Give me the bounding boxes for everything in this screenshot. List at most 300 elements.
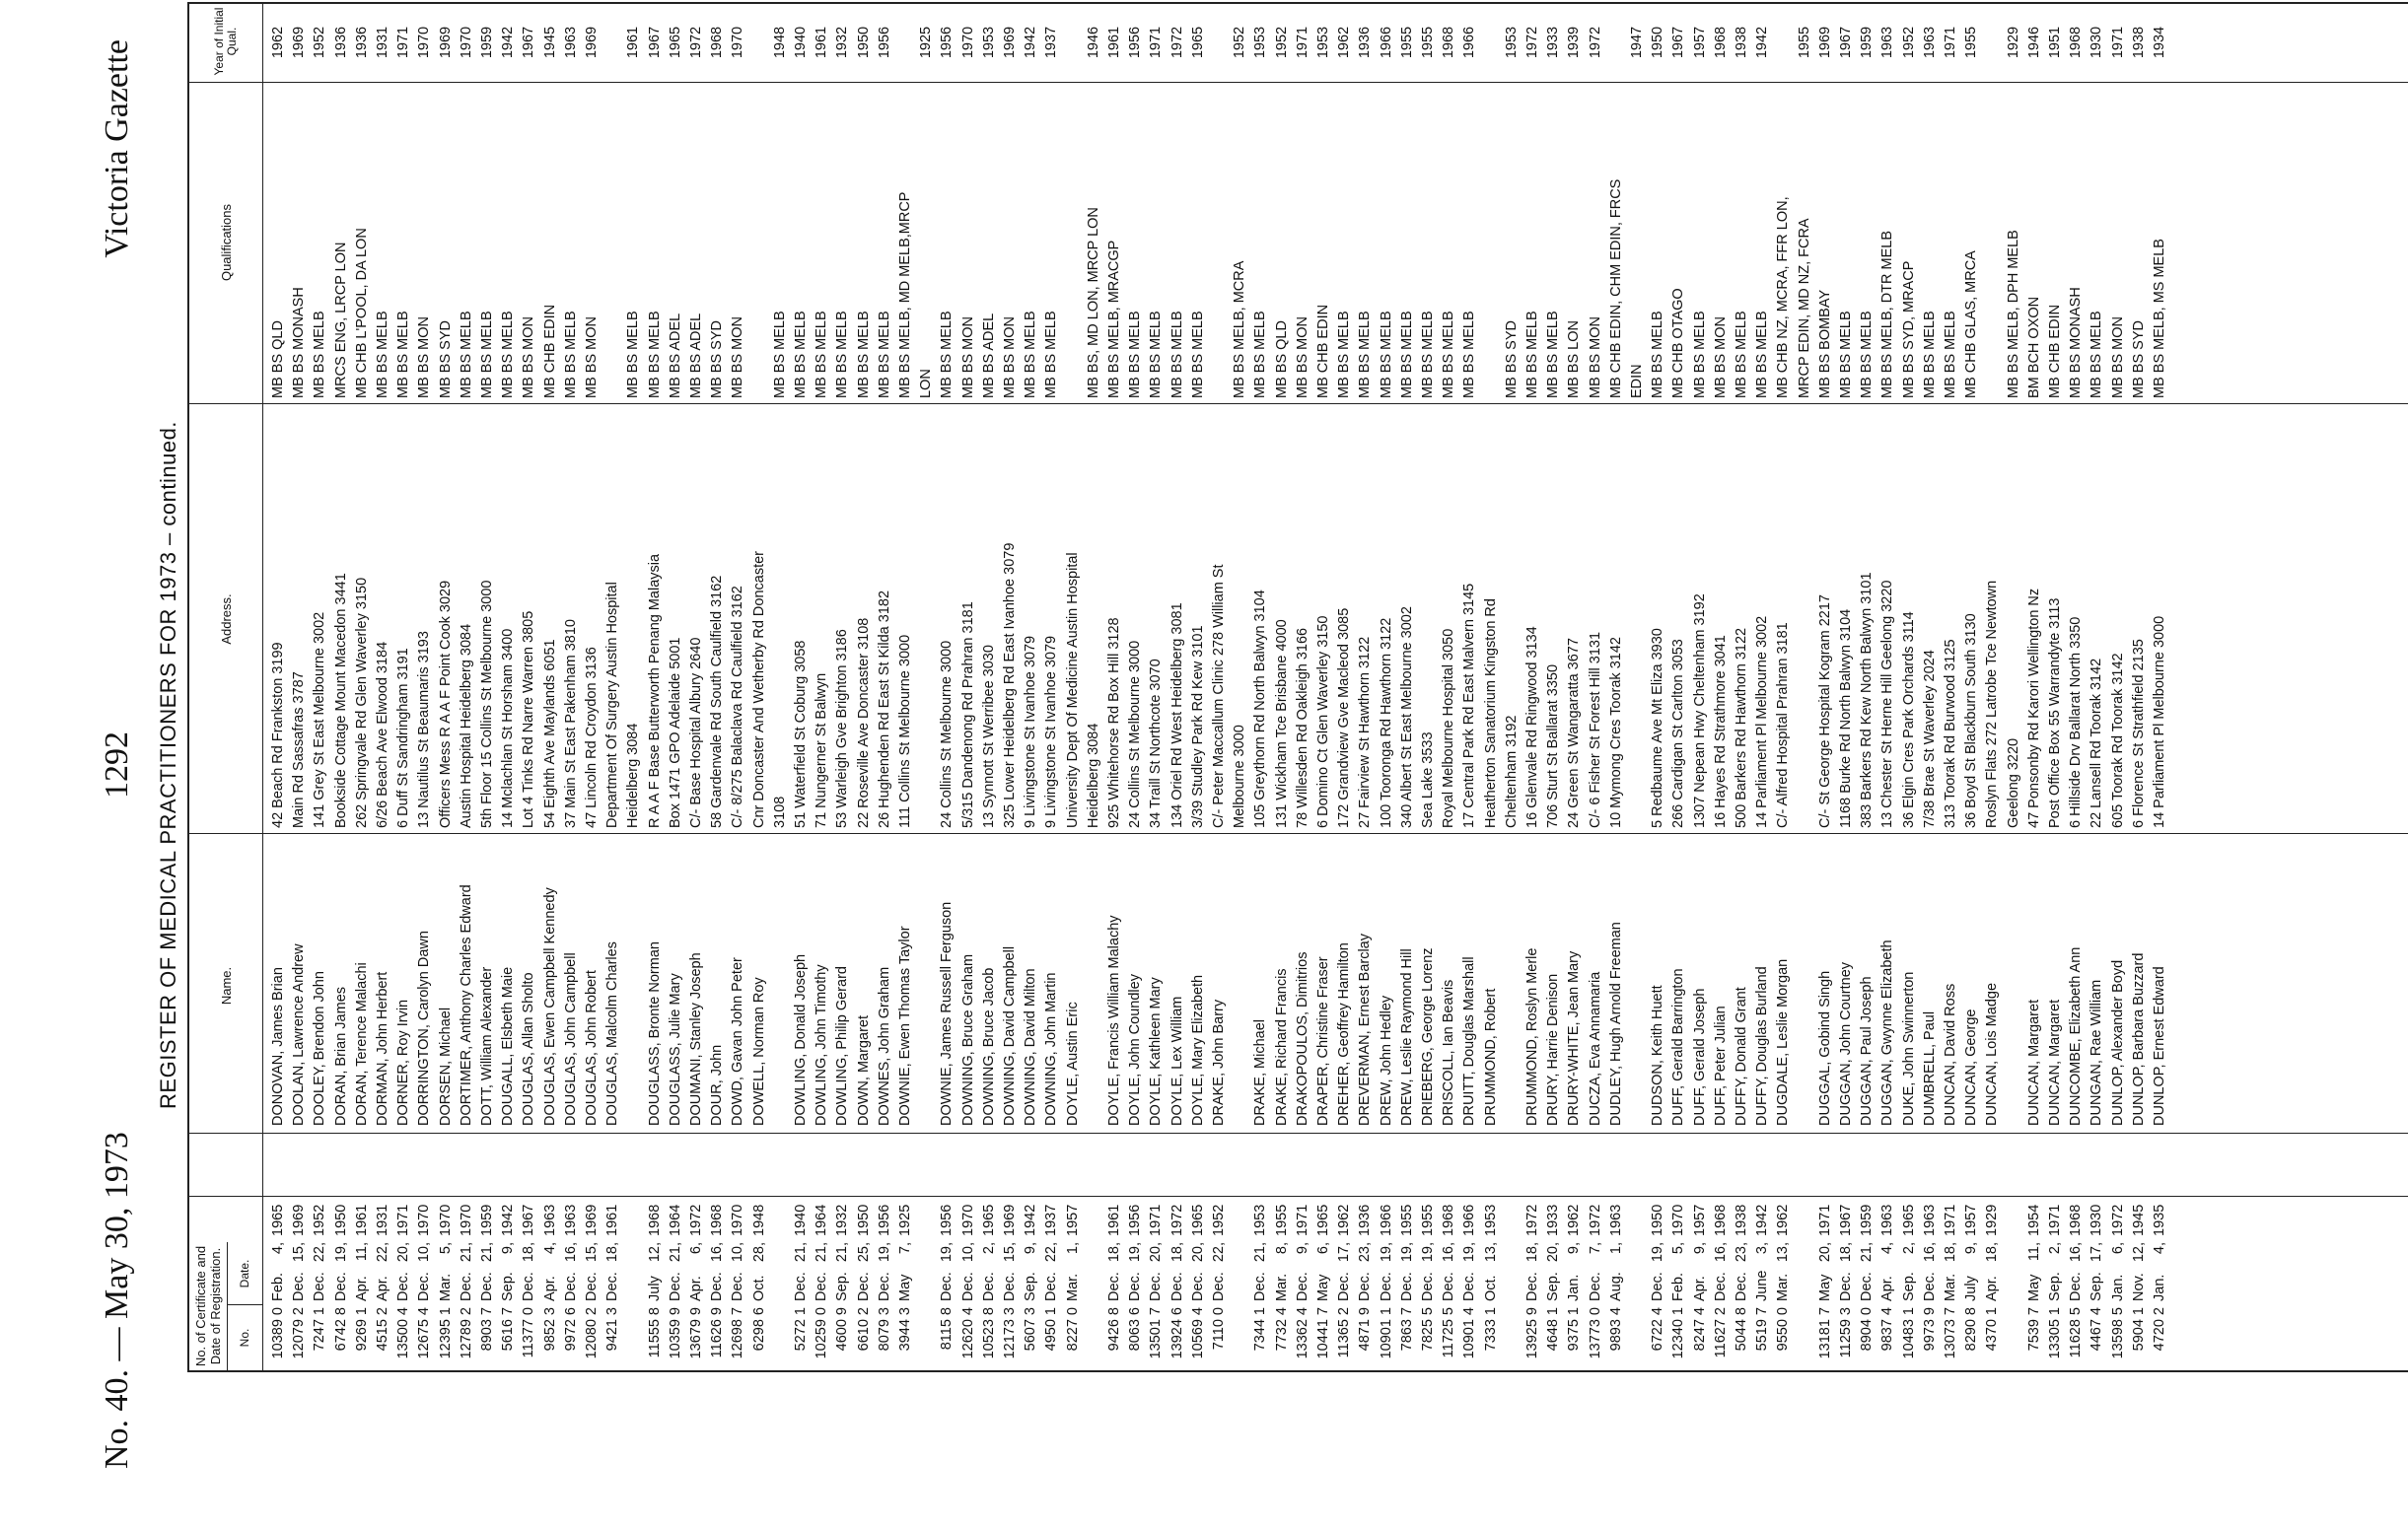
qualifications: MB BS QLD xyxy=(1273,320,1290,398)
qualifications: MRCS ENG, LRCP LON xyxy=(332,242,349,398)
reg-year: 1931 xyxy=(375,1204,390,1236)
cert-number: 5044 8 xyxy=(1734,1307,1749,1352)
reg-day: 2, xyxy=(1900,1242,1917,1255)
cert-number: 9550 0 xyxy=(1775,1307,1792,1352)
cert-number: 4950 1 xyxy=(1043,1307,1060,1352)
practitioner-address: C/- St George Hospital Kogram 2217 xyxy=(1816,594,1833,828)
qualifications: MB BS MONASH xyxy=(291,287,308,398)
qualifications: MB BS MELB xyxy=(1023,311,1039,398)
qualifications: MB BS MELB xyxy=(771,311,788,398)
table-row xyxy=(1941,4,1960,1370)
table-row xyxy=(1899,4,1919,1370)
initial-qual-year: 1972 xyxy=(1524,26,1540,59)
table-row xyxy=(979,4,999,1370)
table-row xyxy=(2108,4,2128,1370)
reg-day: 6, xyxy=(2109,1242,2126,1255)
reg-day: 20, xyxy=(1189,1242,1206,1263)
qualifications: MB BS MELB xyxy=(855,311,872,398)
qualifications: MB BS MON xyxy=(1587,316,1603,398)
cert-number: 12675 4 xyxy=(416,1307,433,1359)
table-row xyxy=(958,4,978,1370)
practitioner-name: DUFFY, Douglas Burland xyxy=(1754,966,1771,1126)
practitioner-name: DOUGLAS, Malcolm Charles xyxy=(604,941,621,1126)
cert-number: 6298 6 xyxy=(750,1307,767,1352)
qualifications: MB BS MELB xyxy=(562,311,579,398)
practitioner-address: 141 Grey St East Melbourne 3002 xyxy=(312,611,328,828)
reg-day: 7, xyxy=(897,1242,913,1255)
practitioner-address: 5th Floor 15 Collins St Melbourne 3000 xyxy=(479,580,495,828)
cert-number: 9421 3 xyxy=(604,1307,621,1352)
practitioner-address: 6 Domino Ct Glen Waverley 3150 xyxy=(1315,615,1331,828)
qualifications: MB BS MELB xyxy=(646,311,663,398)
reg-day: 10, xyxy=(416,1242,433,1263)
reg-month: Dec. xyxy=(980,1272,997,1301)
cert-number: 9973 9 xyxy=(1921,1307,1938,1352)
cert-number: 10359 9 xyxy=(667,1307,683,1359)
reg-day: 16, xyxy=(709,1242,726,1263)
practitioner-name: DUDSON, Keith Huett xyxy=(1650,985,1666,1126)
practitioner-address: 22 Lansell Rd Toorak 3142 xyxy=(2089,658,2105,828)
reg-month: Jan. xyxy=(2152,1274,2167,1301)
practitioner-address: 340 Albert St East Melbourne 3002 xyxy=(1398,606,1415,828)
table-row xyxy=(623,4,643,1370)
reg-day: 18, xyxy=(1524,1242,1540,1263)
reg-day: 6, xyxy=(1315,1242,1331,1255)
practitioner-address: 13 Chester St Herne Hill Geelong 3220 xyxy=(1879,580,1896,828)
practitioner-address: 266 Cardigan St Carlton 3053 xyxy=(1670,639,1687,828)
reg-day: 8, xyxy=(1273,1242,1290,1255)
reg-month: Mar. xyxy=(437,1273,454,1301)
practitioner-name: DOWELL, Norman Roy xyxy=(750,977,767,1126)
qualifications: MB BS MELB xyxy=(312,311,328,398)
cert-number: 12173 3 xyxy=(1002,1307,1018,1359)
reg-year: 1968 xyxy=(2068,1204,2085,1236)
table-row xyxy=(1857,4,1877,1370)
initial-qual-year: 1971 xyxy=(1294,26,1310,59)
practitioner-name: DUGGAN, Gwynne Elizabeth xyxy=(1879,939,1896,1126)
reg-day: 18, xyxy=(1106,1242,1122,1263)
table-row xyxy=(895,4,915,1370)
practitioner-name: DORAN, Brian James xyxy=(332,986,349,1126)
cert-number: 10483 1 xyxy=(1900,1307,1917,1359)
qualifications: MB BS MELB xyxy=(479,311,495,398)
cert-number: 13362 4 xyxy=(1294,1307,1310,1359)
reg-day: 6, xyxy=(688,1242,704,1255)
cert-number: 9972 6 xyxy=(562,1307,579,1352)
cert-number: 11725 5 xyxy=(1441,1307,1457,1358)
initial-qual-year: 1968 xyxy=(709,26,726,59)
table-row xyxy=(728,4,747,1370)
reg-year: 1966 xyxy=(1378,1204,1394,1236)
reg-month: Dec. xyxy=(959,1272,976,1301)
table-row xyxy=(1668,4,1688,1370)
practitioner-address: 24 Collins St Melbourne 3000 xyxy=(1127,640,1144,828)
reg-month: Dec. xyxy=(1650,1272,1666,1301)
reg-year: 1971 xyxy=(2047,1204,2063,1236)
table-row xyxy=(937,4,956,1370)
initial-qual-year: 1937 xyxy=(1043,26,1060,59)
initial-qual-year: 1942 xyxy=(1023,26,1039,59)
reg-day: 18, xyxy=(1169,1242,1185,1263)
reg-year: 1968 xyxy=(646,1204,663,1236)
reg-year: 1961 xyxy=(604,1204,621,1236)
initial-qual-year: 1967 xyxy=(646,26,663,59)
practitioner-address: 14 Parliament Pl Melbourne 3002 xyxy=(1754,615,1771,828)
reg-year: 1942 xyxy=(500,1204,517,1236)
qualifications: MB BS MELB xyxy=(1148,311,1165,398)
reg-year: 1970 xyxy=(458,1204,474,1236)
reg-month: Dec. xyxy=(1921,1272,1938,1301)
reg-year: 1953 xyxy=(1252,1204,1269,1236)
reg-month: Apr. xyxy=(1691,1276,1708,1301)
reg-month: May xyxy=(2025,1274,2042,1301)
reg-month: July xyxy=(646,1276,663,1301)
table-row xyxy=(1084,4,1103,1370)
qualifications: MB BS MELB xyxy=(375,311,390,398)
qualifications: MB BS QLD xyxy=(270,320,286,398)
cert-number: 13073 7 xyxy=(1943,1307,1958,1359)
cert-number: 8904 0 xyxy=(1859,1307,1876,1352)
practitioner-name: DRUMMOND, Roslyn Merle xyxy=(1524,947,1540,1126)
cert-number: 13598 5 xyxy=(2109,1307,2126,1359)
practitioner-name: DOWNING, Bruce Graham xyxy=(959,953,976,1126)
reg-month: Dec. xyxy=(312,1272,328,1301)
table-row xyxy=(268,4,288,1370)
practitioner-address: Royal Melbourne Hospital 3050 xyxy=(1441,628,1457,828)
reg-day: 4, xyxy=(1879,1242,1896,1255)
reg-month: Dec. xyxy=(876,1272,892,1301)
reg-year: 1957 xyxy=(1064,1204,1081,1236)
reg-year: 1956 xyxy=(876,1204,892,1236)
cert-number: 7863 7 xyxy=(1398,1307,1415,1352)
qualifications: MB BS MELB xyxy=(1734,311,1749,398)
qualifications: MB BS MELB xyxy=(2089,311,2105,398)
cert-number: 8079 3 xyxy=(876,1307,892,1352)
table-row xyxy=(1836,4,1856,1370)
reg-month: Dec. xyxy=(562,1272,579,1301)
qualifications: MB CHB OTAGO xyxy=(1670,288,1687,398)
reg-day: 13, xyxy=(1775,1242,1792,1263)
initial-qual-year: 1945 xyxy=(541,26,558,59)
reg-month: Mar. xyxy=(1273,1273,1290,1301)
initial-qual-year: 1961 xyxy=(625,26,642,59)
table-row xyxy=(1920,4,1940,1370)
initial-qual-year: 1932 xyxy=(834,26,851,59)
cert-number: 10389 0 xyxy=(270,1307,286,1359)
table-row xyxy=(289,4,309,1370)
date-header: Date. xyxy=(237,1259,251,1288)
cert-number: 6722 4 xyxy=(1650,1307,1666,1352)
practitioner-name: DORSEN, Michael xyxy=(437,1007,454,1126)
table-row xyxy=(1230,4,1249,1370)
reg-day: 23, xyxy=(1357,1242,1374,1263)
practitioner-name: DOUR, John xyxy=(709,1044,726,1126)
practitioner-address: 6 Hillside Drv Ballarat North 3350 xyxy=(2068,616,2085,828)
table-row xyxy=(457,4,476,1370)
table-row xyxy=(2004,4,2023,1370)
reg-day: 12, xyxy=(646,1242,663,1263)
qualifications: MB BS MELB xyxy=(939,311,956,398)
initial-qual-year: 1959 xyxy=(1859,26,1876,59)
reg-day: 4, xyxy=(270,1242,286,1255)
reg-day: 2, xyxy=(2047,1242,2063,1255)
table-row xyxy=(791,4,811,1370)
practitioner-address: C/- 8/275 Balaclava Rd Caulfield 3162 xyxy=(730,586,746,828)
practitioner-address: 9 Livingstone St Ivanhoe 3079 xyxy=(1023,635,1039,828)
cert-number: 12079 2 xyxy=(291,1307,308,1359)
qualifications: MB BS MON xyxy=(730,316,746,398)
qualifications: MB BS MELB xyxy=(1378,311,1394,398)
reg-month: Dec. xyxy=(416,1272,433,1301)
practitioner-address: 36 Boyd St Blackburn South 3130 xyxy=(1963,613,1980,828)
table-row xyxy=(1877,4,1897,1370)
qualifications: MB BS MELB xyxy=(1127,311,1144,398)
practitioner-address: 131 Wickham Tce Brisbane 4000 xyxy=(1273,619,1290,828)
initial-qual-year: 1971 xyxy=(395,26,412,59)
practitioner-name: DOWNIE, James Russell Ferguson xyxy=(939,901,956,1126)
initial-qual-year: 1966 xyxy=(1378,26,1394,59)
table-row xyxy=(1104,4,1124,1370)
qualifications: MB CHB EDIN, CHM EDIN, FRCS xyxy=(1607,178,1624,398)
qualifications: MB BS MELB, DTR MELB xyxy=(1879,230,1896,398)
practitioner-address: 605 Toorak Rd Toorak 3142 xyxy=(2109,653,2126,828)
initial-qual-year: 1955 xyxy=(1420,26,1436,59)
qualifications: MB BS MELB xyxy=(1943,311,1958,398)
initial-qual-year: 1971 xyxy=(1148,26,1165,59)
qualifications: MB BS SYD, MRACP xyxy=(1900,260,1917,398)
reg-year: 1929 xyxy=(1984,1204,2001,1236)
reg-year: 1971 xyxy=(395,1204,412,1236)
practitioner-address: 51 Waterfield St Coburg 3058 xyxy=(793,640,809,828)
initial-qual-year: 1961 xyxy=(814,26,830,59)
practitioner-address: 26 Hughenden Rd East St Kilda 3182 xyxy=(876,590,892,828)
table-row xyxy=(1564,4,1584,1370)
practitioner-address: 36 Elgin Cres Park Orchards 3114 xyxy=(1900,611,1917,828)
initial-qual-year: 1963 xyxy=(1879,26,1896,59)
reg-year: 1957 xyxy=(1963,1204,1980,1236)
cert-number: 7333 1 xyxy=(1482,1307,1499,1352)
practitioner-name: DOOLAN, Lawrence Andrew xyxy=(291,943,308,1126)
initial-qual-year: 1942 xyxy=(1754,26,1771,59)
practitioner-name: DUNCAN, Lois Madge xyxy=(1984,982,2001,1126)
reg-year: 1964 xyxy=(814,1204,830,1236)
cert-number: 13925 9 xyxy=(1524,1307,1540,1359)
reg-month: Dec. xyxy=(2068,1272,2085,1301)
practitioner-address: 6 Florence St Strathfield 2135 xyxy=(2130,639,2147,828)
initial-qual-year: 1955 xyxy=(1963,26,1980,59)
reg-day: 19, xyxy=(1398,1242,1415,1263)
cert-number: 6742 8 xyxy=(332,1307,349,1352)
qualifications: MB BS MELB xyxy=(814,311,830,398)
no-header: No. xyxy=(237,1328,251,1348)
qualifications: MB BS MELB xyxy=(1650,311,1666,398)
table-row xyxy=(1313,4,1333,1370)
table-row xyxy=(854,4,874,1370)
practitioner-name: DOUGLAS, John Campbell xyxy=(562,952,579,1126)
reg-month: Apr. xyxy=(688,1276,704,1301)
table-row xyxy=(1439,4,1458,1370)
reg-year: 1972 xyxy=(1587,1204,1603,1236)
reg-year: 1940 xyxy=(793,1204,809,1236)
qualifications: BM BCH OXON xyxy=(2025,296,2042,398)
qualifications: MB CHB EDIN xyxy=(541,304,558,398)
reg-day: 15, xyxy=(1002,1242,1018,1263)
cert-number: 5519 7 xyxy=(1754,1307,1771,1352)
reg-day: 16, xyxy=(2068,1242,2085,1263)
cert-number: 10901 1 xyxy=(1378,1307,1394,1359)
practitioner-name: DOYLE, Kathleen Mary xyxy=(1148,977,1165,1126)
table-row xyxy=(1543,4,1563,1370)
qualifications: MB BS MON xyxy=(416,316,433,398)
qualifications: MB BS LON xyxy=(1566,320,1583,398)
cert-number: 11555 8 xyxy=(646,1307,663,1358)
reg-day: 18, xyxy=(1838,1242,1854,1263)
practitioner-name: DUFF, Gerald Barrington xyxy=(1670,968,1687,1126)
initial-qual-year: 1946 xyxy=(1085,26,1101,59)
table-row xyxy=(1377,4,1396,1370)
reg-month: Mar. xyxy=(1064,1273,1081,1301)
table-row xyxy=(331,4,351,1370)
reg-month: Dec. xyxy=(793,1272,809,1301)
initial-qual-year: 1969 xyxy=(1816,26,1833,59)
reg-month: Sep. xyxy=(1023,1272,1039,1301)
register-title: REGISTER OF MEDICAL PRACTITIONERS FOR 1973 – continued. xyxy=(156,421,180,1109)
reg-day: 1, xyxy=(1064,1242,1081,1255)
reg-month: Dec. xyxy=(1294,1272,1310,1301)
qualifications: MB BS MELB xyxy=(1398,311,1415,398)
reg-day: 13, xyxy=(1482,1242,1499,1263)
table-row xyxy=(1523,4,1542,1370)
table-row xyxy=(1146,4,1166,1370)
qualifications: MB CHB EDIN xyxy=(1315,304,1331,398)
table-row xyxy=(1961,4,1981,1370)
table-row xyxy=(2024,4,2044,1370)
practitioner-name: DUNCAN, David Ross xyxy=(1943,983,1958,1126)
table-row xyxy=(1021,4,1040,1370)
practitioner-address: 14 Parliament Pl Melbourne 3000 xyxy=(2152,615,2167,828)
reg-day: 9, xyxy=(500,1242,517,1255)
reg-year: 1942 xyxy=(1023,1204,1039,1236)
reg-day: 18, xyxy=(1984,1242,2001,1263)
register-table xyxy=(187,2,2408,1372)
cert-number: 11626 9 xyxy=(709,1307,726,1358)
cert-number: 5904 1 xyxy=(2130,1307,2147,1352)
reg-year: 1962 xyxy=(1336,1204,1353,1236)
table-row xyxy=(1711,4,1731,1370)
reg-year: 1963 xyxy=(562,1204,579,1236)
reg-year: 1963 xyxy=(1921,1204,1938,1236)
reg-year: 1965 xyxy=(270,1204,286,1236)
initial-qual-year: 1956 xyxy=(939,26,956,59)
reg-day: 22, xyxy=(1211,1242,1227,1263)
reg-month: Dec. xyxy=(1043,1272,1060,1301)
qualifications: MB BS MON xyxy=(584,316,600,398)
reg-day: 22, xyxy=(312,1242,328,1263)
practitioner-name: DUNLOP, Barbara Buzzard xyxy=(2130,952,2147,1126)
practitioner-address: 27 Fairview St Hawthorn 3122 xyxy=(1357,636,1374,828)
reg-day: 17, xyxy=(2089,1242,2105,1263)
reg-month: Dec. xyxy=(1524,1272,1540,1301)
qualifications: MB BS MON xyxy=(521,316,537,398)
qualifications: MRCP EDIN, MD NZ, FCRA xyxy=(1796,218,1812,398)
reg-day: 9, xyxy=(1566,1242,1583,1255)
practitioner-address: 7/38 Brae St Waverley 2024 xyxy=(1921,650,1938,828)
initial-qual-year: 1952 xyxy=(1273,26,1290,59)
practitioner-address: 10 Mymong Cres Toorak 3142 xyxy=(1607,637,1624,828)
qualifications: MB CHB NZ, MCRA, FFR LON, xyxy=(1775,196,1792,398)
cert-number: 12620 4 xyxy=(959,1307,976,1359)
reg-day: 22, xyxy=(375,1242,390,1263)
initial-qual-year: 1948 xyxy=(771,26,788,59)
reg-year: 1945 xyxy=(2130,1204,2147,1236)
practitioner-name: DOUGLAS, John Robert xyxy=(584,970,600,1126)
practitioner-name: DOUMANI, Stanley Joseph xyxy=(688,952,704,1126)
table-row xyxy=(1690,4,1710,1370)
initial-qual-year: 1969 xyxy=(1002,26,1018,59)
reg-day: 19, xyxy=(1461,1242,1478,1263)
reg-month: Dec. xyxy=(709,1272,726,1301)
initial-qual-year: 1955 xyxy=(1796,26,1812,59)
practitioner-name: DUFF, Peter Julian xyxy=(1712,1006,1729,1126)
practitioner-name: DORAN, Terence Malachi xyxy=(353,962,370,1126)
reg-day: 20, xyxy=(1816,1242,1833,1263)
practitioner-name: DOWLING, Philip Gerard xyxy=(834,966,851,1126)
table-row xyxy=(1397,4,1417,1370)
practitioner-name: DOWNING, David Campbell xyxy=(1002,945,1018,1126)
qualifications: EDIN xyxy=(1629,364,1645,398)
practitioner-address: 313 Toorak Rd Burwood 3125 xyxy=(1943,639,1958,828)
table-row xyxy=(1355,4,1375,1370)
table-row xyxy=(2129,4,2149,1370)
table-row xyxy=(645,4,665,1370)
practitioner-address: 9 Livingstone St Ivanhoe 3079 xyxy=(1043,635,1060,828)
reg-month: Dec. xyxy=(1859,1272,1876,1301)
reg-day: 10, xyxy=(959,1242,976,1263)
qualifications: MB BS SYD xyxy=(2130,320,2147,398)
reg-day: 21, xyxy=(1859,1242,1876,1263)
table-row xyxy=(1418,4,1438,1370)
initial-qual-year: 1955 xyxy=(1398,26,1415,59)
reg-year: 1962 xyxy=(1566,1204,1583,1236)
reg-month: May xyxy=(1315,1274,1331,1301)
practitioner-name: DOYLE, John Coundley xyxy=(1127,974,1144,1126)
reg-month: Aug. xyxy=(1607,1272,1624,1301)
reg-year: 1952 xyxy=(1211,1204,1227,1236)
practitioner-name: DUNCAN, Margaret xyxy=(2047,999,2063,1126)
name-header: Name. xyxy=(218,966,234,1006)
cert-number: 3944 3 xyxy=(897,1307,913,1352)
cert-number: 12789 2 xyxy=(458,1307,474,1359)
qualifications: MB BS MELB xyxy=(1357,311,1374,398)
qualifications: MB BS MELB xyxy=(1189,311,1206,398)
reg-day: 21, xyxy=(793,1242,809,1263)
reg-day: 22, xyxy=(1043,1242,1060,1263)
practitioner-address: 3/39 Studley Park Rd Kew 3101 xyxy=(1189,625,1206,828)
reg-day: 9, xyxy=(1294,1242,1310,1255)
practitioner-name: DREVERMAN, Ernest Barclay xyxy=(1357,934,1374,1126)
practitioner-address: 53 Warleigh Gve Brighton 3186 xyxy=(834,629,851,828)
practitioner-address: 6 Duff St Sandringham 3191 xyxy=(395,648,412,828)
qualifications: MB BS MELB xyxy=(395,311,412,398)
table-row xyxy=(2045,4,2065,1370)
qualifications: MB BS MELB xyxy=(500,311,517,398)
initial-qual-year: 1970 xyxy=(730,26,746,59)
table-row xyxy=(1982,4,2002,1370)
reg-day: 10, xyxy=(730,1242,746,1263)
initial-qual-year: 1933 xyxy=(1545,26,1562,59)
practitioner-address: 111 Collins St Melbourne 3000 xyxy=(897,634,913,828)
qualifications: MB BS MELB xyxy=(1524,311,1540,398)
